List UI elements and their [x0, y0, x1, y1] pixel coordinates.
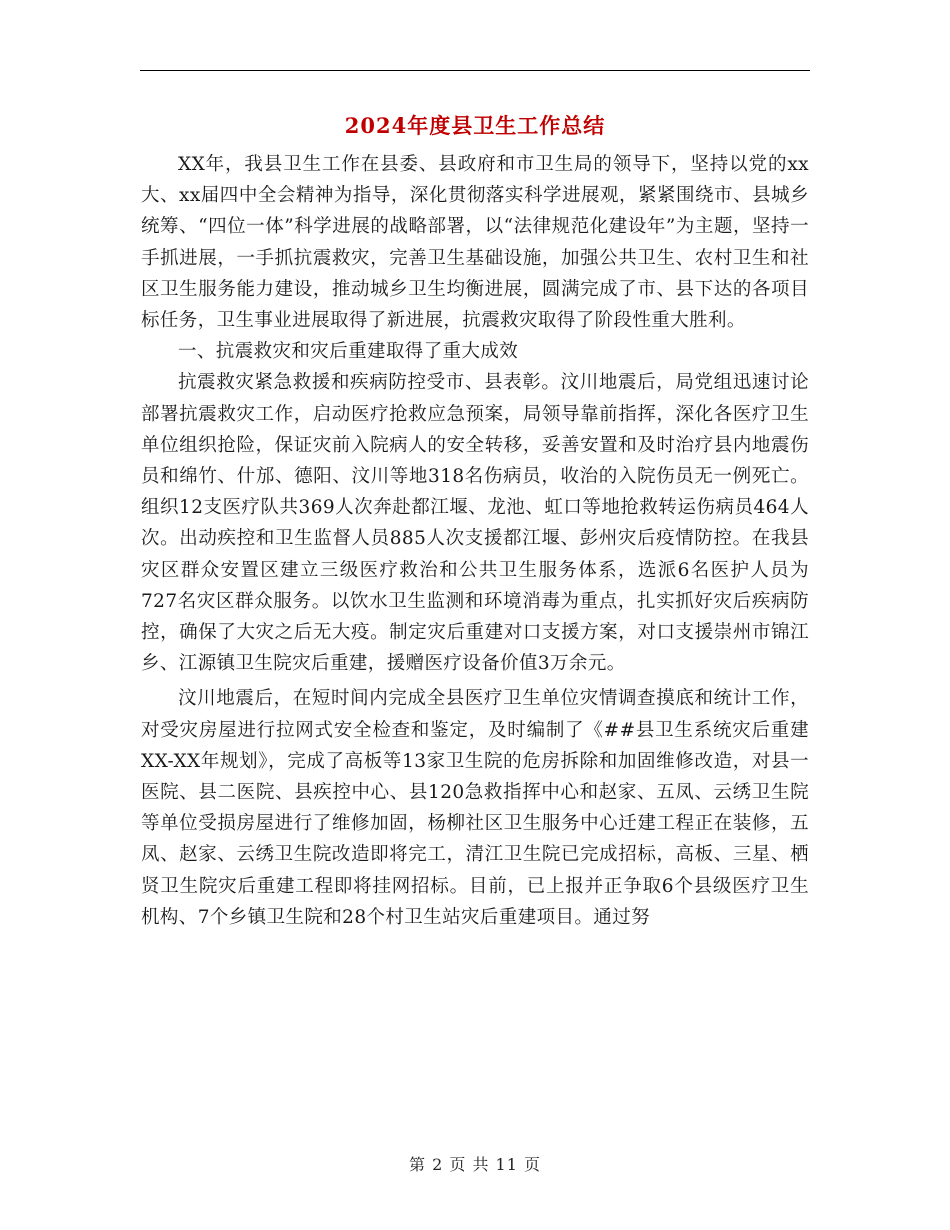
body-paragraph: 汶川地震后，在短时间内完成全县医疗卫生单位灾情调查摸底和统计工作，对受灾房屋进行拉网式安全检查和鉴定，及时编制了《##县卫生系统灾后重建XX-XX年规划》，完成了高板等13家卫生院的危房拆除和加固维修改造，对县一医院、县二医院、县疾控中心、县120急救指挥中心和赵家、五凤、云绣卫生院等单位受损房屋进行了维修加固，杨柳社区卫生服务中心迁建工程正在装修，五凤、赵家、云绣卫生院改造即将完工，清江卫生院已完成招标，高板、三星、栖贤卫生院灾后重建工程即将挂网招标。目前，已上报并正争取6个县级医疗卫生机构、7个乡镇卫生院和28个村卫生站灾后重建项目。通过努	[141, 688, 809, 928]
document-body	[141, 149, 809, 933]
page-number: 第 2 页 共 11 页	[409, 1155, 541, 1174]
intro-paragraph: XX年，我县卫生工作在县委、县政府和市卫生局的领导下，坚持以党的xx大、xx届四中全会精神为指导，深化贯彻落实科学进展观，紧紧围绕市、县城乡统筹、“四位一体”科学进展的战略部署，以“法律规范化建设年”为主题，坚持一手抓进展，一手抓抗震救灾，完善卫生基础设施，加强公共卫生、农村卫生和社区卫生服务能力建设，推动城乡卫生均衡进展，圆满完成了市、县下达的各项目标任务，卫生事业进展取得了新进展，抗震救灾取得了阶段性重大胜利。	[141, 154, 809, 332]
body-paragraph: 抗震救灾紧急救援和疾病防控受市、县表彰。汶川地震后，局党组迅速讨论部署抗震救灾工作，启动医疗抢救应急预案，局领导靠前指挥，深化各医疗卫生单位组织抢险，保证灾前入院病人的安全转移，妥善安置和及时治疗县内地震伤员和绵竹、什邡、德阳、汶川等地318名伤病员，收治的入院伤员无一例死亡。组织12支医疗队共369人次奔赴都江堰、龙池、虹口等地抢救转运伤病员464人次。出动疾控和卫生监督人员885人次支援都江堰、彭州灾后疫情防控。在我县灾区群众安置区建立三级医疗救治和公共卫生服务体系，选派6名医护人员为727名灾区群众服务。以饮水卫生监测和环境消毒为重点，扎实抓好灾后疾病防控，确保了大灾之后无大疫。制定灾后重建对口支援方案，对口支援崇州市锦江乡、江源镇卫生院灾后重建，援赠医疗设备价值3万余元。	[141, 372, 809, 675]
header-rule	[140, 70, 810, 71]
section-heading: 一、抗震救灾和灾后重建取得了重大成效	[178, 341, 519, 363]
document-title: 2024年度县卫生工作总结	[344, 113, 606, 138]
